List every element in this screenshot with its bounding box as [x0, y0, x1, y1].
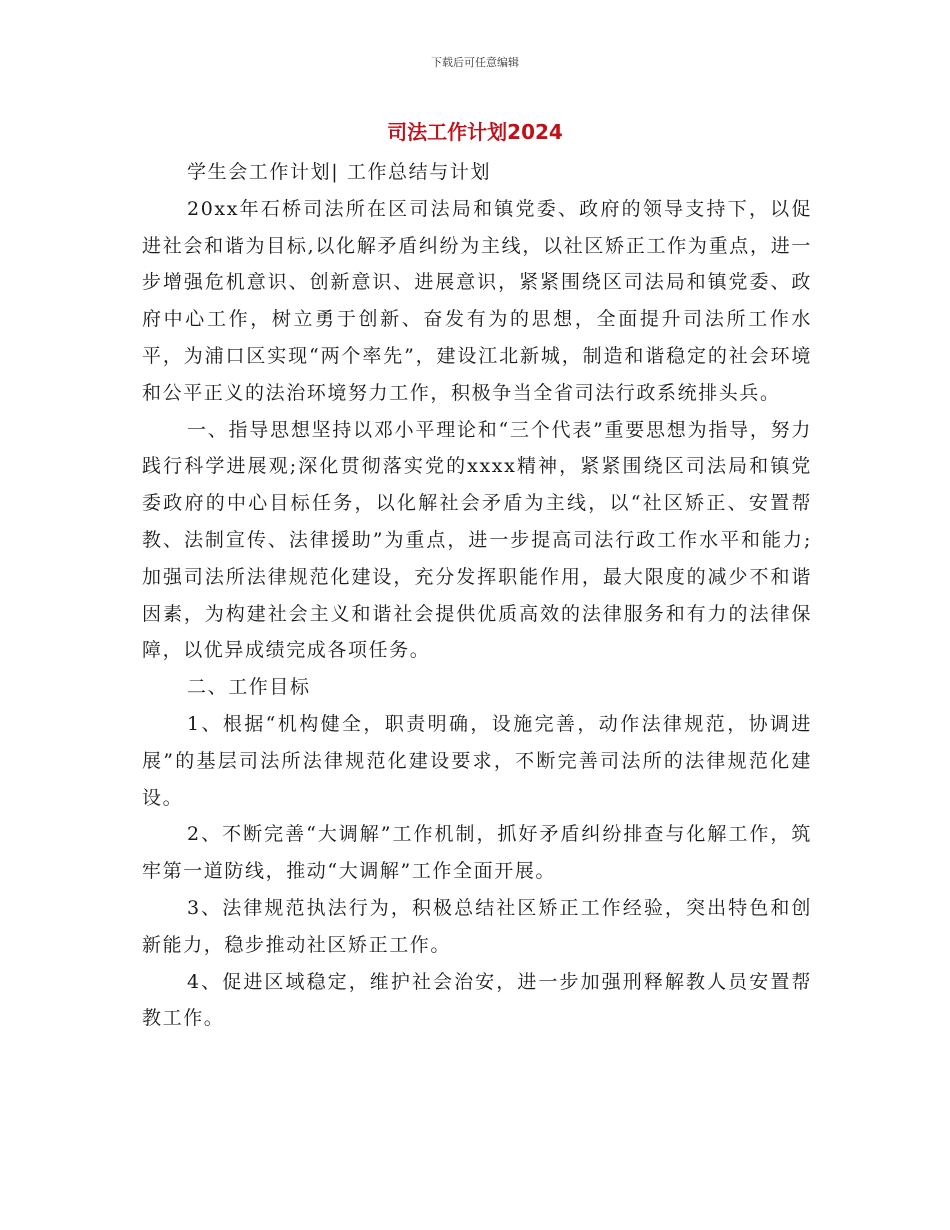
paragraph-guiding-ideology: 一、指导思想坚持以邓小平理论和“三个代表”重要思想为指导，努力践行科学进展观;深化贯彻落实党的xxxx精神，紧紧围绕区司法局和镇党委政府的中心目标任务，以化解社会矛盾为主线，以“社区矫正、安置帮教、法制宣传、法律援助”为重点，进一步提高司法行政工作水平和能力;加强司法所法律规范化建设，充分发挥职能作用，最大限度的减少不和谐因素，为构建社会主义和谐社会提供优质高效的法律服务和有力的法律保障，以优异成绩完成各项任务。 [142, 418, 812, 662]
document-title: 司法工作计划2024 [387, 120, 563, 144]
page-header-note: 下载后可任意编辑 [431, 56, 519, 69]
paragraph-goal-2: 2、不断完善“大调解”工作机制，抓好矛盾纠纷排查与化解工作，筑牢第一道防线，推动“大调解”工作全面开展。 [142, 823, 812, 883]
paragraph-goal-4: 4、促进区域稳定，维护社会治安，进一步加强刑释解教人员安置帮教工作。 [142, 970, 812, 1030]
paragraph-intro: 20xx年石桥司法所在区司法局和镇党委、政府的领导支持下，以促进社会和谐为目标,以化解矛盾纠纷为主线，以社区矫正工作为重点，进一步增强危机意识、创新意识、进展意识，紧紧围绕区司法局和镇党委、政府中心工作，树立勇于创新、奋发有为的思想，全面提升司法所工作水平，为浦口区实现“两个率先”，建设江北新城，制造和谐稳定的社会环境和公平正义的法治环境努力工作，积极争当全省司法行政系统排头兵。 [142, 197, 812, 404]
document-body [142, 154, 812, 1037]
paragraph-subtitle: 学生会工作计划| 工作总结与计划 [187, 161, 492, 183]
paragraph-goals-heading: 二、工作目标 [187, 676, 311, 699]
paragraph-goal-3: 3、法律规范执法行为，积极总结社区矫正工作经验，突出特色和创新能力，稳步推动社区矫正工作。 [142, 896, 812, 956]
paragraph-goal-1: 1、根据“机构健全，职责明确，设施完善，动作法律规范，协调进展”的基层司法所法律规范化建设要求，不断完善司法所的法律规范化建设。 [142, 712, 812, 809]
